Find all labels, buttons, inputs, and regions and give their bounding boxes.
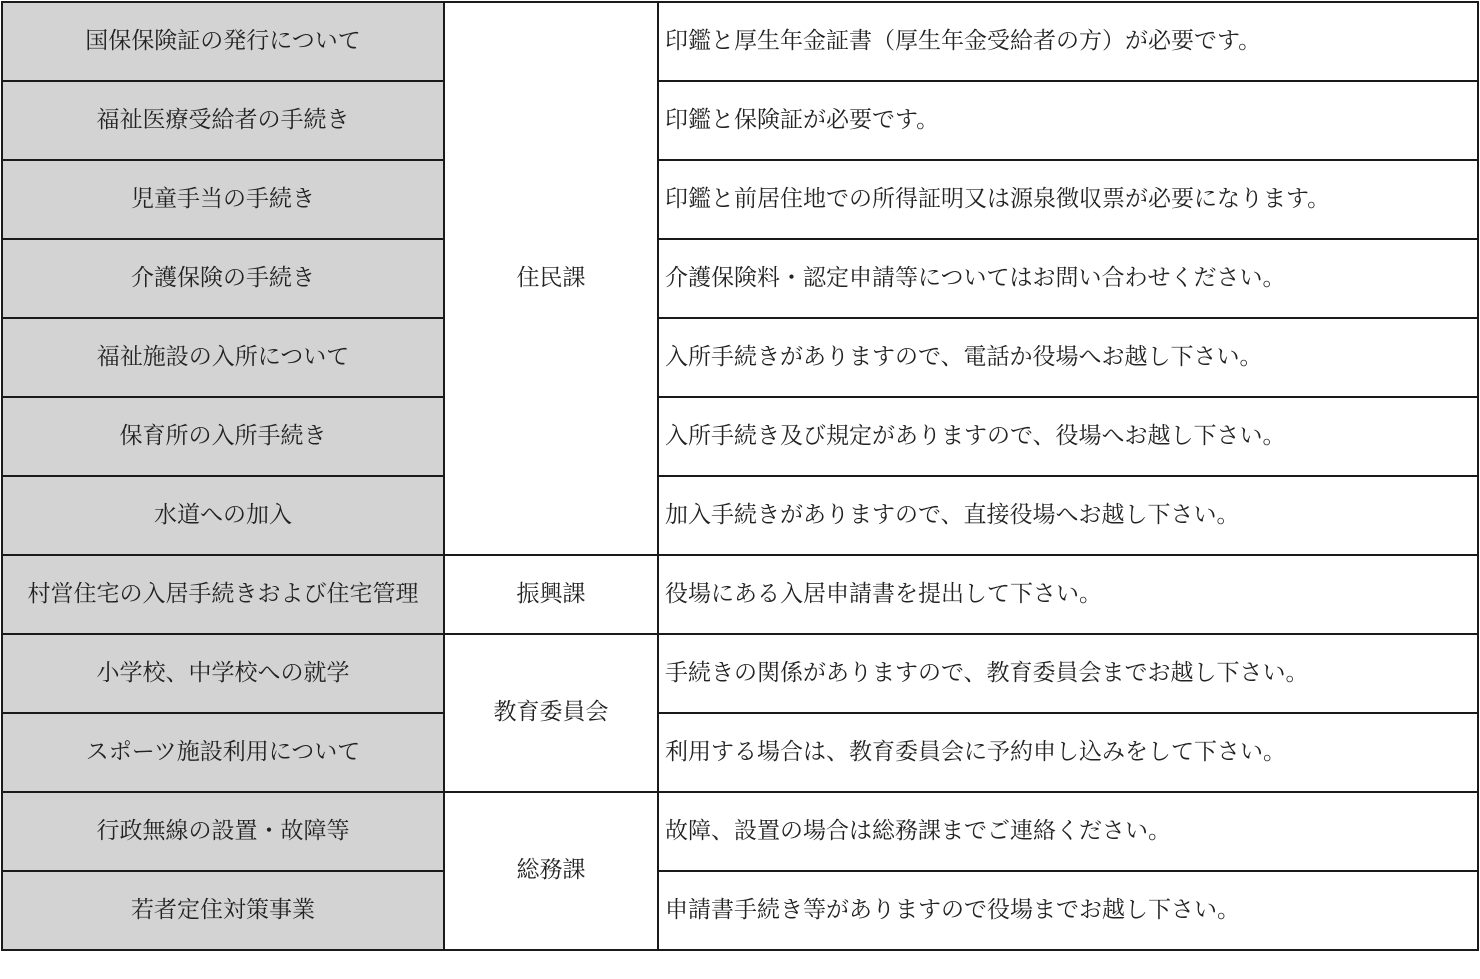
procedure-name-cell: 福祉施設の入所について bbox=[2, 318, 444, 397]
department-cell: 総務課 bbox=[444, 792, 658, 950]
table-row bbox=[2, 397, 1478, 476]
procedure-name-cell: 介護保険の手続き bbox=[2, 239, 444, 318]
table-row bbox=[2, 81, 1478, 160]
requirement-note-cell: 介護保険料・認定申請等についてはお問い合わせください。 bbox=[658, 239, 1478, 318]
table-row bbox=[2, 555, 1478, 634]
department-cell: 振興課 bbox=[444, 555, 658, 634]
table-row bbox=[2, 318, 1478, 397]
table-row bbox=[2, 792, 1478, 871]
procedure-name-cell: 若者定住対策事業 bbox=[2, 871, 444, 950]
table-row bbox=[2, 871, 1478, 950]
requirement-note-cell: 申請書手続き等がありますので役場までお越し下さい。 bbox=[658, 871, 1478, 950]
procedure-name-cell: 福祉医療受給者の手続き bbox=[2, 81, 444, 160]
procedure-name-cell: 行政無線の設置・故障等 bbox=[2, 792, 444, 871]
table-row bbox=[2, 713, 1478, 792]
requirement-note-cell: 印鑑と前居住地での所得証明又は源泉徴収票が必要になります。 bbox=[658, 160, 1478, 239]
procedure-name-cell: 村営住宅の入居手続きおよび住宅管理 bbox=[2, 555, 444, 634]
procedures-table-body bbox=[2, 2, 1478, 950]
requirement-note-cell: 加入手続きがありますので、直接役場へお越し下さい。 bbox=[658, 476, 1478, 555]
table-row bbox=[2, 160, 1478, 239]
procedure-name-cell: 水道への加入 bbox=[2, 476, 444, 555]
requirement-note-cell: 役場にある入居申請書を提出して下さい。 bbox=[658, 555, 1478, 634]
table-row bbox=[2, 2, 1478, 81]
requirement-note-cell: 手続きの関係がありますので、教育委員会までお越し下さい。 bbox=[658, 634, 1478, 713]
procedure-name-cell: 児童手当の手続き bbox=[2, 160, 444, 239]
requirement-note-cell: 入所手続き及び規定がありますので、役場へお越し下さい。 bbox=[658, 397, 1478, 476]
procedure-name-cell: 保育所の入所手続き bbox=[2, 397, 444, 476]
table-row bbox=[2, 634, 1478, 713]
requirement-note-cell: 入所手続きがありますので、電話か役場へお越し下さい。 bbox=[658, 318, 1478, 397]
procedures-table bbox=[1, 1, 1479, 951]
procedure-name-cell: 小学校、中学校への就学 bbox=[2, 634, 444, 713]
department-cell: 教育委員会 bbox=[444, 634, 658, 792]
department-cell: 住民課 bbox=[444, 2, 658, 555]
table-row bbox=[2, 239, 1478, 318]
requirement-note-cell: 故障、設置の場合は総務課までご連絡ください。 bbox=[658, 792, 1478, 871]
requirement-note-cell: 利用する場合は、教育委員会に予約申し込みをして下さい。 bbox=[658, 713, 1478, 792]
table-row bbox=[2, 476, 1478, 555]
requirement-note-cell: 印鑑と保険証が必要です。 bbox=[658, 81, 1478, 160]
procedure-name-cell: 国保保険証の発行について bbox=[2, 2, 444, 81]
procedure-name-cell: スポーツ施設利用について bbox=[2, 713, 444, 792]
requirement-note-cell: 印鑑と厚生年金証書（厚生年金受給者の方）が必要です。 bbox=[658, 2, 1478, 81]
